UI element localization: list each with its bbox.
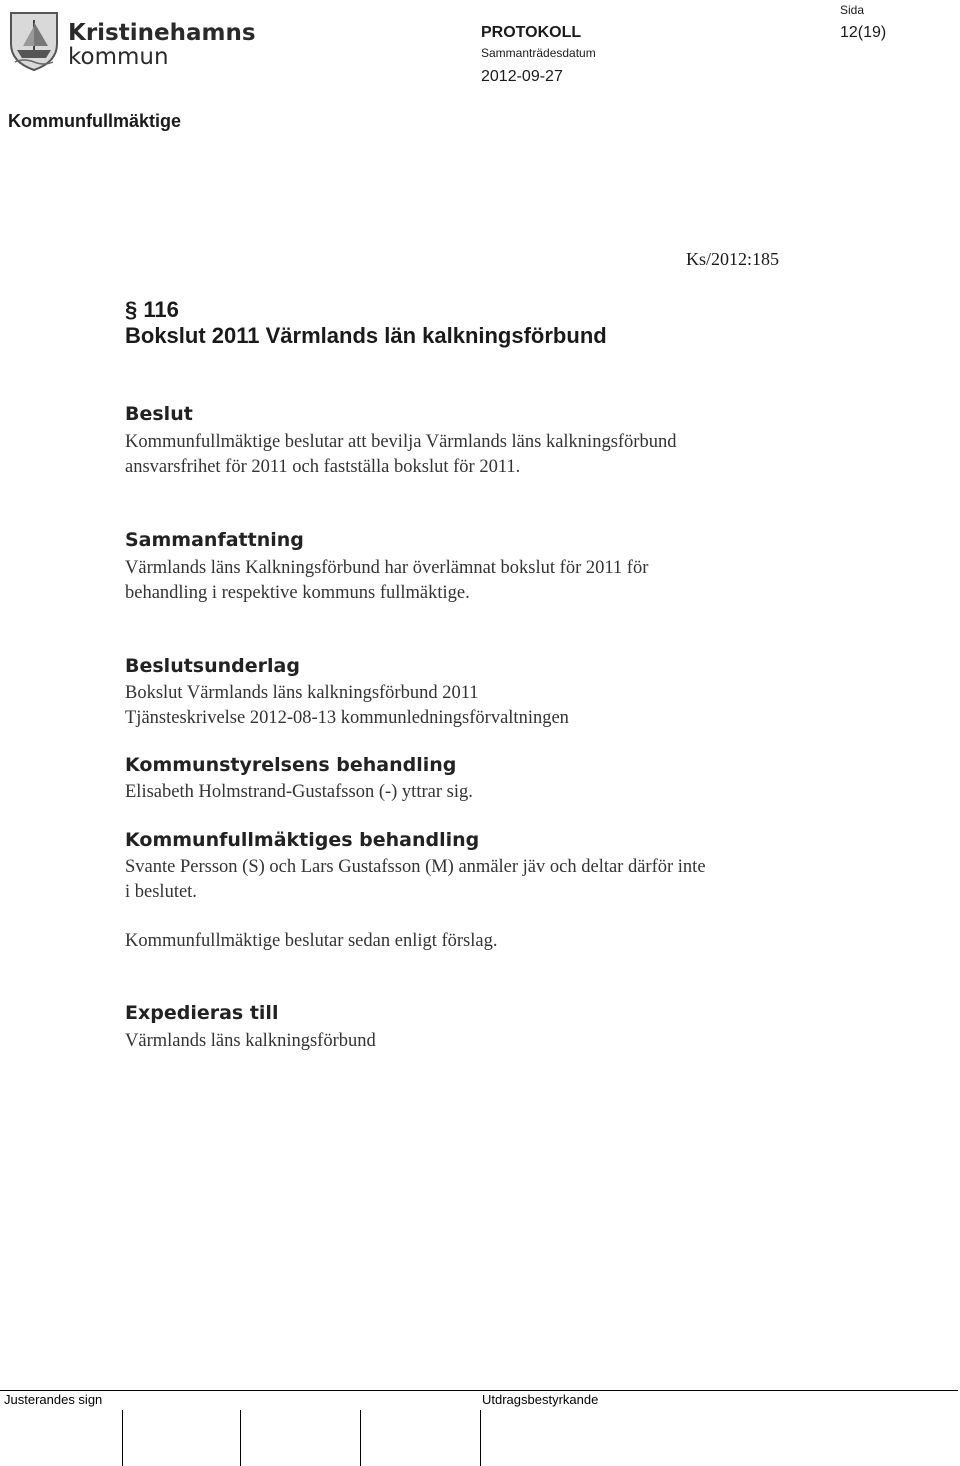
municipality-crest-logo bbox=[8, 10, 60, 72]
basis-heading: Beslutsunderlag bbox=[125, 655, 300, 677]
adjusters-signature-label: Justerandes sign bbox=[4, 1392, 103, 1407]
signature-box-divider bbox=[480, 1410, 481, 1466]
meeting-date: 2012-09-27 bbox=[481, 68, 563, 85]
decision-heading: Beslut bbox=[125, 403, 193, 425]
extract-certification-label: Utdragsbestyrkande bbox=[482, 1392, 599, 1407]
meeting-date-label: Sammanträdesdatum bbox=[481, 46, 596, 60]
logo-wordmark-line1: Kristinehamns bbox=[68, 20, 256, 46]
summary-text-line: Värmlands läns Kalkningsförbund har överlämnat bokslut för 2011 för bbox=[125, 558, 649, 578]
signature-box-divider bbox=[122, 1410, 123, 1466]
decision-text-line: Kommunfullmäktige beslutar att bevilja Värmlands läns kalkningsförbund bbox=[125, 432, 677, 452]
page-number: 12(19) bbox=[840, 24, 887, 41]
council-handling-text-line: Svante Persson (S) och Lars Gustafsson (M) anmäler jäv och deltar därför inte bbox=[125, 857, 706, 877]
footer-divider bbox=[0, 1390, 958, 1391]
dispatch-recipient: Värmlands läns kalkningsförbund bbox=[125, 1031, 376, 1051]
dispatch-heading: Expedieras till bbox=[125, 1002, 279, 1024]
summary-text-line: behandling i respektive kommuns fullmäktige. bbox=[125, 583, 470, 603]
board-handling-text-line: Elisabeth Holmstrand-Gustafsson (-) yttrar sig. bbox=[125, 782, 473, 802]
council-handling-text-line: Kommunfullmäktige beslutar sedan enligt förslag. bbox=[125, 931, 498, 951]
page-label: Sida bbox=[840, 3, 865, 17]
council-handling-heading: Kommunfullmäktiges behandling bbox=[125, 829, 480, 851]
section-number: § 116 bbox=[125, 297, 179, 322]
summary-heading: Sammanfattning bbox=[125, 529, 304, 551]
board-handling-heading: Kommunstyrelsens behandling bbox=[125, 754, 457, 776]
signature-box-divider bbox=[240, 1410, 241, 1466]
basis-item: Bokslut Värmlands läns kalkningsförbund 2011 bbox=[125, 683, 479, 703]
logo-wordmark-line2: kommun bbox=[68, 44, 169, 70]
document-type: PROTOKOLL bbox=[481, 24, 582, 41]
section-title: Bokslut 2011 Värmlands län kalkningsförbund bbox=[125, 323, 607, 348]
governing-body-name: Kommunfullmäktige bbox=[8, 111, 182, 131]
case-number: Ks/2012:185 bbox=[686, 249, 780, 269]
basis-item: Tjänsteskrivelse 2012-08-13 kommunledningsförvaltningen bbox=[125, 708, 569, 728]
decision-text-line: ansvarsfrihet för 2011 och fastställa bokslut för 2011. bbox=[125, 457, 521, 477]
signature-box-divider bbox=[360, 1410, 361, 1466]
council-handling-text-line: i beslutet. bbox=[125, 882, 197, 902]
